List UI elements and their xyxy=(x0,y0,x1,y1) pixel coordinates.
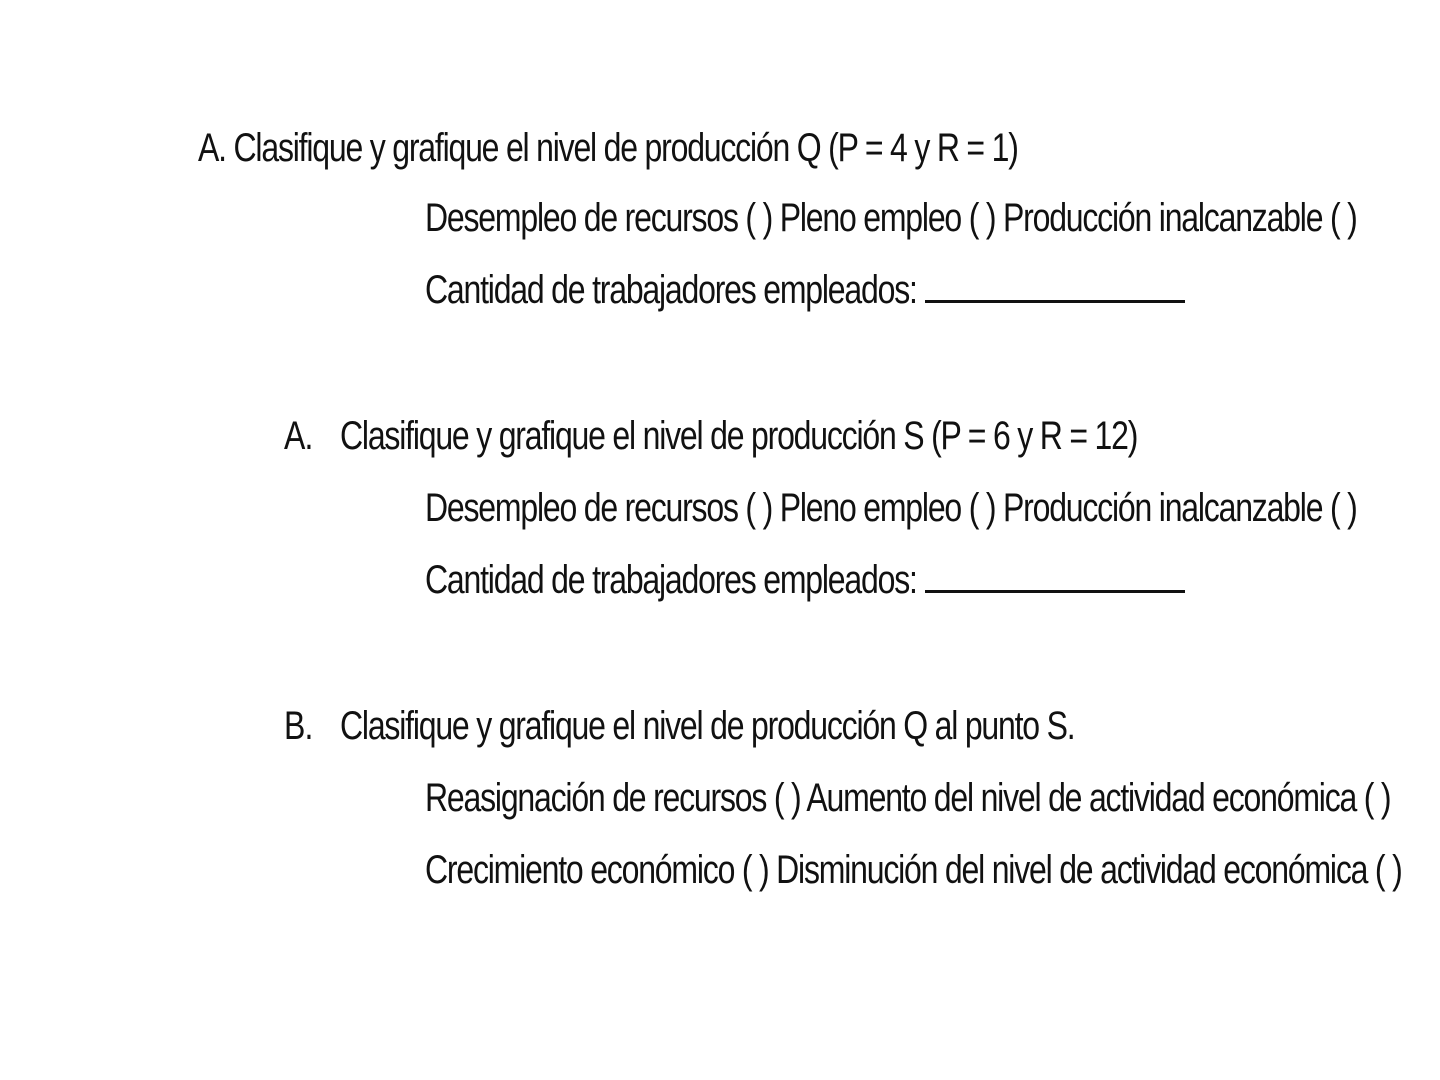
question-qs-options-2: Crecimiento económico ( ) Disminución del nivel de actividad económica ( ) xyxy=(425,848,1402,892)
question-qs-options-1: Reasignación de recursos ( ) Aumento del nivel de actividad económica ( ) xyxy=(425,776,1391,820)
question-qs-title: Clasifique y grafique el nivel de producción Q al punto S. xyxy=(340,704,1075,748)
question-s-title: Clasifique y grafique el nivel de producción S (P = 6 y R = 12) xyxy=(340,414,1138,458)
question-q-options: Desempleo de recursos ( ) Pleno empleo ( ) Producción inalcanzable ( ) xyxy=(425,196,1357,240)
workers-label: Cantidad de trabajadores empleados: xyxy=(425,268,917,312)
question-q-workers xyxy=(425,266,1185,314)
question-s-marker: A. xyxy=(284,414,313,458)
workers-label: Cantidad de trabajadores empleados: xyxy=(425,558,917,602)
question-qs-marker: B. xyxy=(284,704,313,748)
question-q-title: A. Clasifique y grafique el nivel de producción Q (P = 4 y R = 1) xyxy=(198,126,1018,170)
question-s-options: Desempleo de recursos ( ) Pleno empleo ( ) Producción inalcanzable ( ) xyxy=(425,486,1357,530)
question-s-workers xyxy=(425,556,1185,604)
workers-answer-blank[interactable] xyxy=(925,556,1185,593)
workers-answer-blank[interactable] xyxy=(925,266,1185,303)
